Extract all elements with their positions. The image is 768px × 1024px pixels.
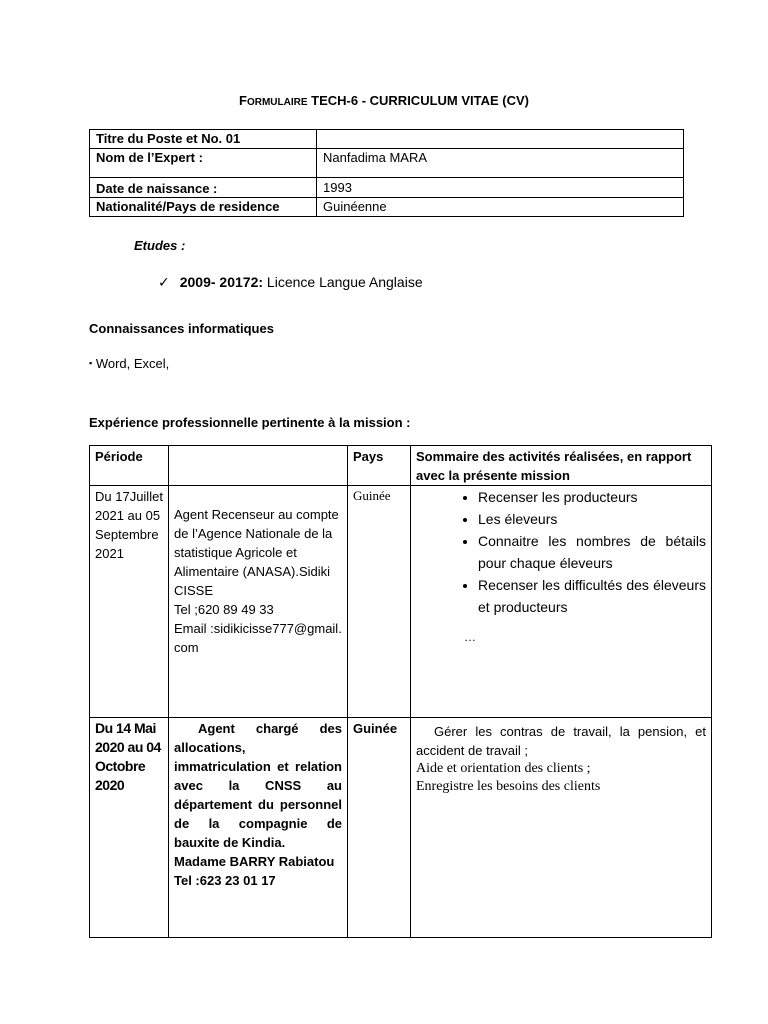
periode-text: Du 17Juillet2021 au 05 Septembre 2021 <box>95 489 163 561</box>
experience-heading: Expérience professionnelle pertinente à la mission : <box>89 415 411 430</box>
degree-years: 2009- 20172: <box>179 274 264 290</box>
activity-line: Aide et orientation des clients ; <box>416 761 591 776</box>
row-pays <box>348 718 411 938</box>
header-periode: Période <box>90 446 169 486</box>
square-bullet-icon: ▪ <box>89 358 93 368</box>
info-row-nom <box>90 149 684 178</box>
activity-line: Enregistre les besoins des clients <box>416 779 601 794</box>
header-pays: Pays <box>348 446 411 486</box>
employer-email: Email :sidikicisse777@gmail.com <box>174 621 342 655</box>
list-item: • Recenser les difficultés des éleveurs et producteurs <box>478 574 706 618</box>
header-employer <box>169 446 348 486</box>
ellipsis-text: … <box>464 630 476 644</box>
info-label: Date de naissance : <box>90 178 317 198</box>
employer-description: Agent Recenseur au compte de l’Agence Nationale de la statistique Agricole et Alimentaire (ANASA).Sidiki CISSE <box>174 507 339 598</box>
info-label: Titre du Poste et No. 01 <box>90 130 317 149</box>
experience-row <box>90 486 712 718</box>
row-pays <box>348 486 411 718</box>
title-prefix-rest: ORMULAIRE <box>246 97 308 108</box>
experience-header-row <box>90 446 712 486</box>
experience-row <box>90 718 712 938</box>
list-item: • Connaitre les nombres de bétails pour chaque éleveurs <box>478 530 706 574</box>
info-row-naissance <box>90 178 684 198</box>
activity-line: Gérer les contras de travail, la pension, et accident de travail ; <box>416 724 706 758</box>
employer-phone: Tel :623 23 01 17 <box>174 873 276 888</box>
checkmark-icon: ✓ <box>158 274 170 290</box>
employer-contact: Madame BARRY Rabiatou <box>174 854 335 869</box>
row-employer <box>169 718 348 938</box>
list-item: • Les éleveurs <box>478 508 706 530</box>
info-label: Nom de l’Expert : <box>90 149 317 178</box>
computing-heading: Connaissances informatiques <box>89 321 274 336</box>
experience-table <box>89 445 712 938</box>
header-sommaire: Sommaire des activités réalisées, en rapport avec la présente mission <box>411 446 712 486</box>
info-value <box>317 130 684 149</box>
info-row-poste <box>90 130 684 149</box>
info-value: 1993 <box>317 178 684 198</box>
computing-skills <box>89 356 169 371</box>
periode-text: Du 14 Mai 2020 au 04 Octobre 2020 <box>95 720 161 793</box>
list-item: • Recenser les producteurs <box>478 486 706 508</box>
computing-items: Word, Excel, <box>92 356 170 371</box>
info-value: Nanfadima MARA <box>317 149 684 178</box>
title-prefix-first: F <box>239 93 247 108</box>
info-row-nationalite <box>90 198 684 217</box>
info-label: Nationalité/Pays de residence <box>90 198 317 217</box>
row-activities <box>411 718 712 938</box>
page-title <box>0 93 768 108</box>
row-activities <box>411 486 712 718</box>
info-table <box>89 129 684 217</box>
employer-description: Agent chargé des allocations, immatriculation et relation avec la CNSS au département du personnel de la compagnie de bauxite de Kindia. <box>174 721 342 850</box>
activities-list <box>416 486 706 618</box>
employer-phone: Tel ;620 89 49 33 <box>174 602 274 617</box>
degree-title: Licence Langue Anglaise <box>263 274 423 290</box>
pays-text: Guinée <box>353 721 398 736</box>
pays-text: Guinée <box>353 488 391 503</box>
row-periode <box>90 718 169 938</box>
row-periode <box>90 486 169 718</box>
row-employer <box>169 486 348 718</box>
title-rest: TECH-6 - CURRICULUM VITAE (CV) <box>311 93 529 108</box>
info-value: Guinéenne <box>317 198 684 217</box>
etudes-heading: Etudes : <box>134 238 186 253</box>
degree-line <box>158 274 423 291</box>
